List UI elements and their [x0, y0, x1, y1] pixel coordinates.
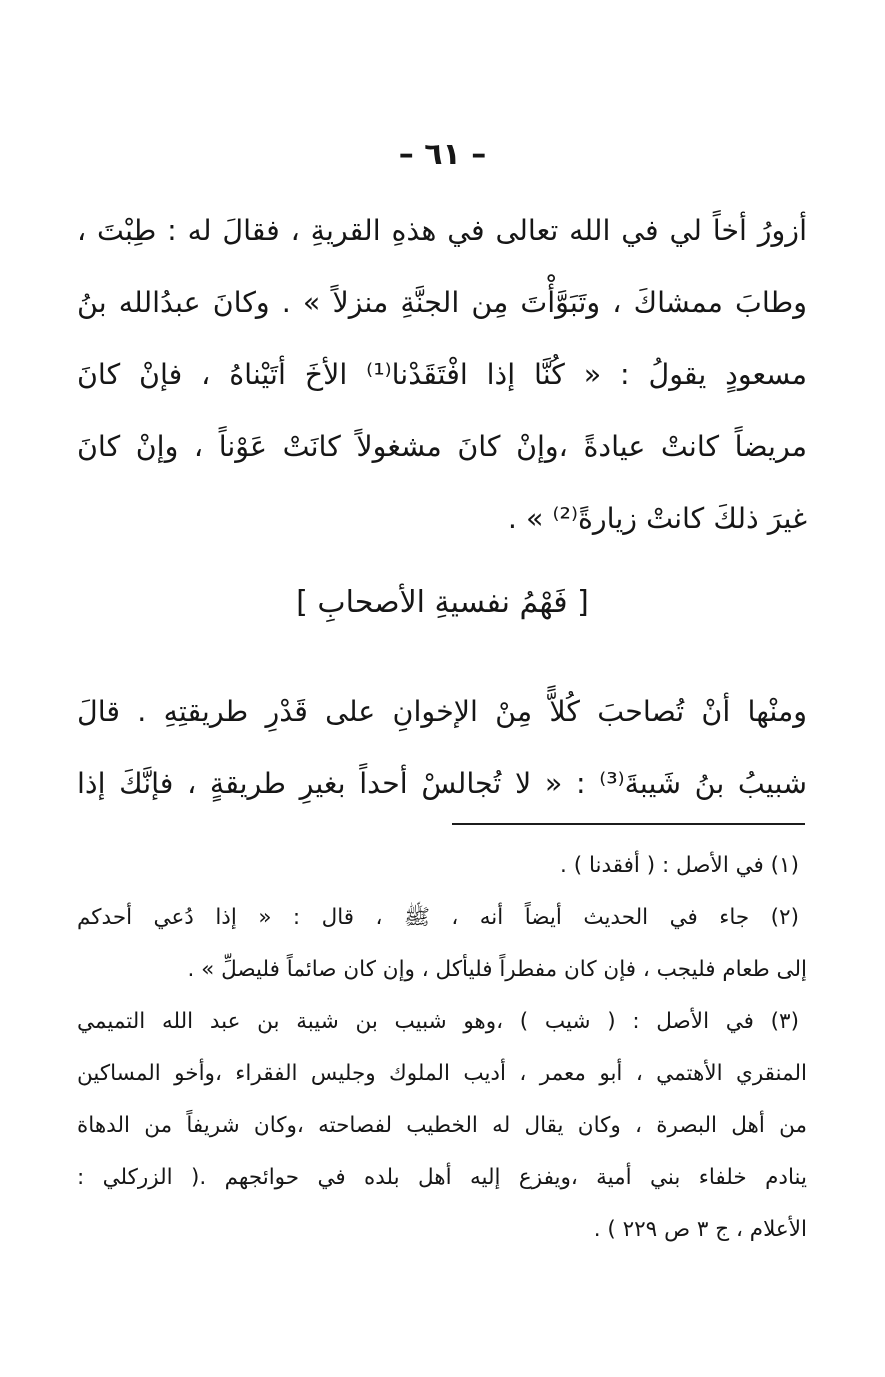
section-heading: [ فَهْمُ نفسيةِ الأصحابِ ] [296, 585, 589, 620]
footnote-line: من أهل البصرة ، وكان يقال له الخطيب لفصاحته ،وكان شريفاً من الدهاة [77, 1113, 807, 1138]
main-paragraph [77, 195, 807, 555]
footnote-line: (١) في الأصل : ( أفقدنا ) . [560, 853, 799, 878]
text-line: مسعودٍ يقولُ : « كُنَّا إذا افْتَقَدْنا⁽¹⁾ الأخَ أتَيْناهُ ، فإنْ كانَ [77, 358, 807, 391]
section-paragraph [77, 676, 807, 820]
text-line: ومنْها أنْ تُصاحبَ كُلاًّ مِنْ الإخوانِ على قَدْرِ طريقتِهِ . قالَ [77, 695, 807, 728]
footnote-line: (٣) في الأصل : ( شيب ) ،وهو شبيب بن شيبة بن عبد الله التميمي [77, 1009, 799, 1034]
page-number: – ٦١ – [398, 137, 487, 172]
footnote-line: ينادم خلفاء بني أمية ،ويفزع إليه أهل بلده في حوائجهم .( الزركلي : [77, 1165, 807, 1190]
text-line: أزورُ أخاً لي في الله تعالى في هذهِ القريةِ ، فقالَ له : طِبْتَ ، [77, 214, 807, 247]
footnote-separator [452, 823, 805, 825]
footnote-line: الأعلام ، ج ٣ ص ٢٢٩ ) . [593, 1217, 807, 1242]
footnote-line: إلى طعام فليجب ، فإن كان مفطراً فليأكل ، وإن كان صائماً فليصلِّ » . [187, 957, 807, 982]
text-line: وطابَ ممشاكَ ، وتَبَوَّأْتَ مِن الجنَّةِ منزلاً » . وكانَ عبدُالله بنُ [77, 286, 807, 319]
footnote-line: (٢) جاء في الحديث أيضاً أنه ، ﷺ ، قال : « إذا دُعي أحدكم [77, 905, 799, 930]
text-line: شبيبُ بنُ شَيبةَ⁽³⁾ : « لا تُجالسْ أحداً بغيرِ طريقةٍ ، فإنَّكَ إذا [77, 767, 807, 800]
text-line: مريضاً كانتْ عيادةً ،وإنْ كانَ مشغولاً كانَتْ عَوْناً ، وإنْ كانَ [77, 430, 807, 463]
footnotes [77, 840, 807, 1256]
footnote-line: المنقري الأهتمي ، أبو معمر ، أديب الملوك وجليس الفقراء ،وأخو المساكين [77, 1061, 807, 1086]
text-line: غيرَ ذلكَ كانتْ زيارةً⁽²⁾ » . [507, 502, 807, 535]
